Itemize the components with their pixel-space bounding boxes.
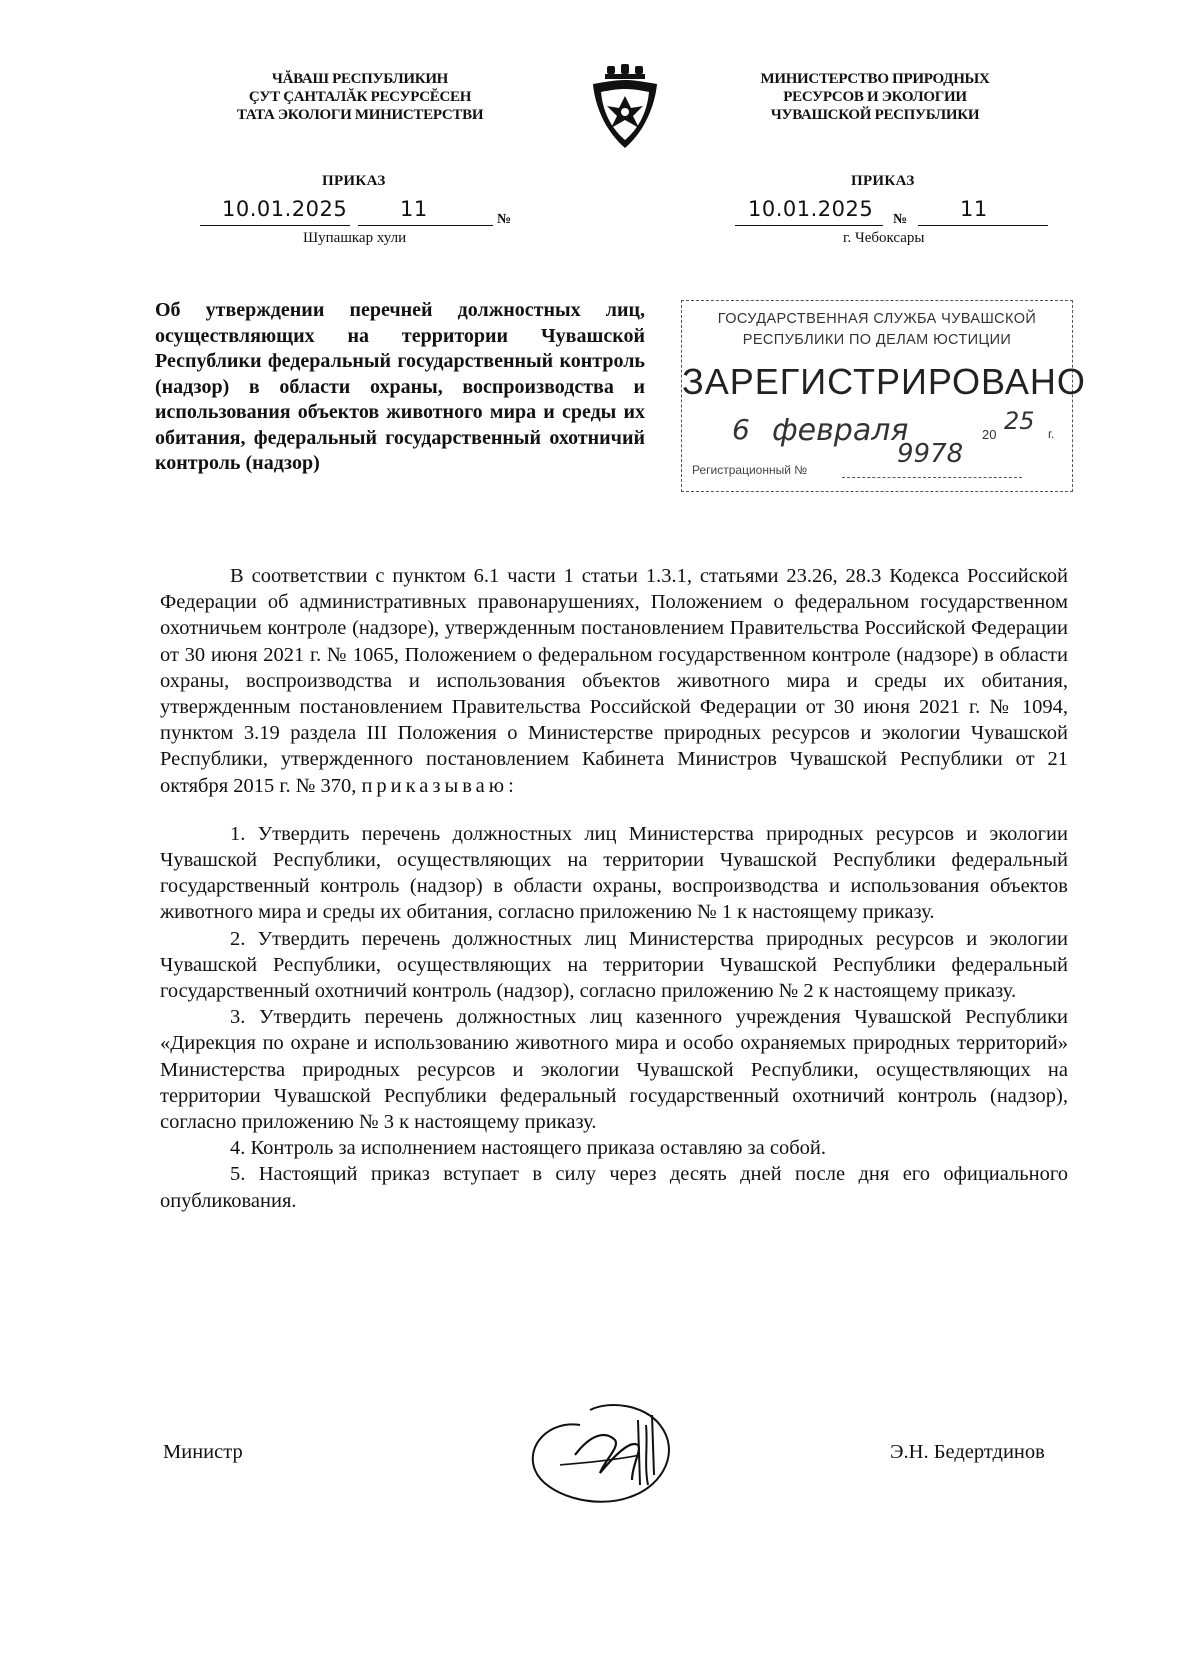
stamp-month: февраля: [772, 413, 909, 448]
stamp-reg-label: Регистрационный №: [692, 463, 808, 477]
stamp-date: [702, 407, 1062, 453]
number-underline-right: [918, 225, 1048, 226]
item-1: 1. Утвердить перечень должностных лиц Министерства природных ресурсов и экологии Чувашской Республики, осуществляющих на территории Чувашской Республики федеральный государственный контроль (надзор) в области охраны, воспроизводства и использования объектов животного мира и среды их обитания, согласно приложению № 1 к настоящему приказу.: [160, 822, 1068, 924]
coat-of-arms-icon: [585, 62, 665, 152]
city-left: Шупашкар хули: [303, 230, 407, 246]
intro-verb: приказываю:: [361, 774, 518, 797]
item-2: 2. Утвердить перечень должностных лиц Министерства природных ресурсов и экологии Чувашской Республики, осуществляющих на территории Чувашской Республики федеральный государственный охотничий контроль (надзор), согласно приложению № 2 к настоящему приказу.: [160, 927, 1068, 1003]
item-3: 3. Утвердить перечень должностных лиц казенного учреждения Чувашской Республики «Дирекция по охране и использованию животного мира и особо охраняемых природных территорий» Министерства природных ресурсов и экологии Чувашской Республики, осуществляющих на территории Чувашской Республики федеральный государственный охотничий контроль (надзор), согласно приложению № 3 к настоящему приказу.: [160, 1006, 1068, 1134]
header-right-line: РЕСУРСОВ И ЭКОЛОГИИ: [783, 89, 967, 105]
order-number-left: 11: [400, 197, 428, 221]
number-sign-left: №: [497, 212, 512, 227]
document-title: Об утверждении перечней должностных лиц, осуществляющих на территории Чувашской Республики федеральный государственный контроль (надзор) в области охраны, воспроизводства и использования объектов животного мира и среды их обитания, федеральный государственный охотничий контроль (надзор): [155, 299, 645, 474]
stamp-status: ЗАРЕГИСТРИРОВАНО: [682, 361, 1086, 402]
stamp-reg-underline: [842, 477, 1022, 478]
order-date-right: 10.01.2025: [748, 197, 874, 221]
header-left-line: ÇУТ ÇАНТАЛĂК РЕСУРСĔСЕН: [248, 89, 472, 105]
signer-name: Э.Н. Бедертдинов: [890, 1441, 1045, 1463]
stamp-day: 6: [732, 413, 750, 446]
stamp-year-prefix: 20: [982, 427, 997, 442]
order-label-left: ПРИКАЗ: [322, 173, 386, 189]
intro-text: В соответствии с пунктом 6.1 части 1 статьи 1.3.1, статьями 23.26, 28.3 Кодекса Российской Федерации об административных правонарушениях, Положением о федеральном государственном охотничьем контроле (надзоре), утвержденным постановлением Правительства Российской Федерации от 30 июня 2021 г. № 1065, Положением о федеральном государственном контроле (надзоре) в области охраны, воспроизводства и использования объектов животного мира и среды их обитания, утвержденным постановлением Правительства Российской Федерации от 30 июня 2021 г. № 1094, пунктом 3.19 раздела III Положения о Министерстве природных ресурсов и экологии Чувашской Республики, утвержденного постановлением Кабинета Министров Чувашской Республики от 21 октября 2015 г. № 370,: [160, 565, 1068, 797]
stamp-agency-line1: ГОСУДАРСТВЕННАЯ СЛУЖБА ЧУВАШСКОЙ: [717, 311, 1037, 327]
item-5: 5. Настоящий приказ вступает в силу через десять дней после дня его официального опубликования.: [160, 1163, 1068, 1212]
header-chuvash-ministry: [190, 70, 530, 124]
date-underline-right: [735, 225, 883, 226]
stamp-year-suffix: г.: [1048, 427, 1055, 441]
header-left-line: ТАТА ЭКОЛОГИ МИНИСТЕРСТВИ: [236, 107, 484, 123]
number-underline-left: [358, 225, 493, 226]
intro-paragraph: [160, 563, 1068, 799]
order-number-right: 11: [960, 197, 988, 221]
stamp-agency-line2: РЕСПУБЛИКИ ПО ДЕЛАМ ЮСТИЦИИ: [742, 332, 1012, 348]
stamp-year: 25: [1004, 407, 1035, 435]
registration-stamp: [681, 300, 1086, 492]
item-4: 4. Контроль за исполнением настоящего приказа оставляю за собой.: [230, 1137, 826, 1160]
header-russian-ministry: [690, 70, 1060, 124]
signer-role: Министр: [163, 1441, 243, 1463]
header-left-line: ЧĂВАШ РЕСПУБЛИКИН: [271, 71, 449, 87]
order-date-left: 10.01.2025: [222, 197, 348, 221]
order-label-right: ПРИКАЗ: [851, 173, 915, 189]
handwritten-signature-icon: [520, 1385, 690, 1515]
header-right-line: МИНИСТЕРСТВО ПРИРОДНЫХ: [760, 71, 990, 87]
city-right: г. Чебоксары: [843, 230, 925, 246]
stamp-reg-number: 9978: [897, 439, 964, 469]
document-body: [160, 563, 1068, 1214]
number-sign-right: №: [893, 212, 908, 227]
date-underline-left: [200, 225, 350, 226]
header-right-line: ЧУВАШСКОЙ РЕСПУБЛИКИ: [770, 107, 980, 123]
